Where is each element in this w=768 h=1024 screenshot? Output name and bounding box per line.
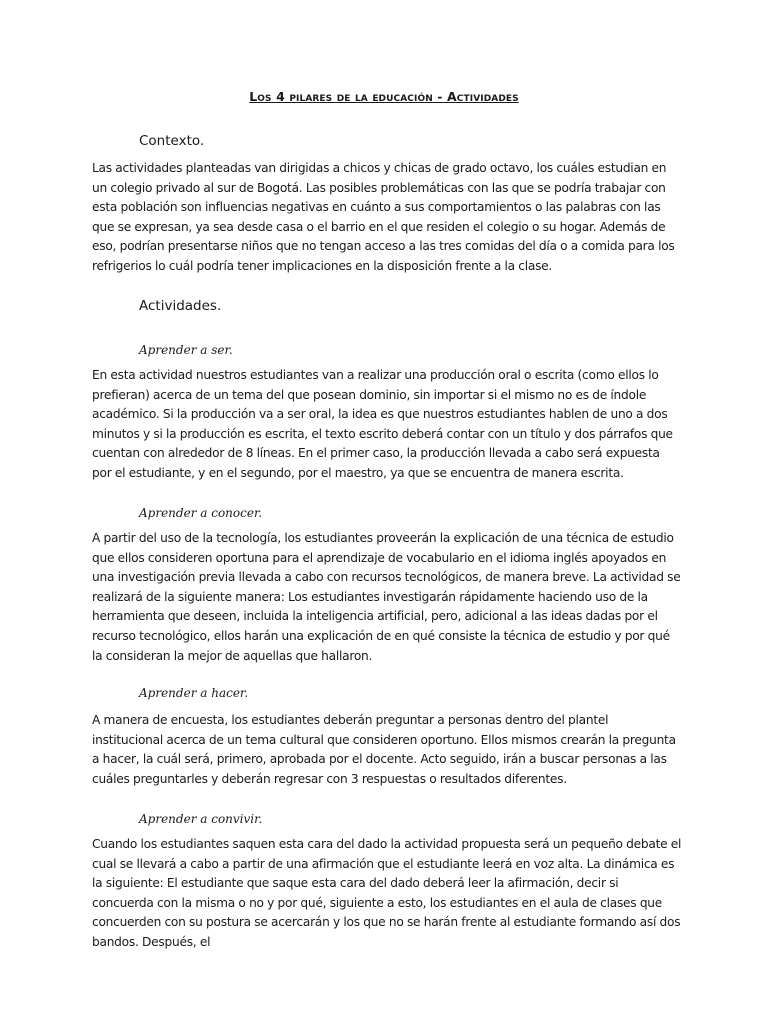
section-heading-aprender-a-conocer: Aprender a conocer. [139,506,263,520]
context-paragraph: Las actividades planteadas van dirigidas a chicos y chicas de grado octavo, los cuáles estudian en un colegio privado al sur de Bogotá. Las posibles problemáticas con las que se podría trabajar con esta población son influencias negativas en cuánto a sus comportamientos o las palabras con las que se expresan, ya sea desde casa o el barrio en el que residen el colegio o su hogar. Además de eso, podrían presentarse niños que no tengan acceso a las tres comidas del día o a comida para los refrigerios lo cuál podría tener implicaciones en la disposición frente a la clase. [92,161,675,273]
section-heading-aprender-a-hacer: Aprender a hacer. [139,686,249,700]
context-heading: Contexto. [139,133,205,149]
document-title: Los 4 pilares de la educación - Actividades [249,89,519,104]
activities-heading: Actividades. [139,298,222,314]
section-paragraph-aprender-a-ser: En esta actividad nuestros estudiantes van a realizar una producción oral o escrita (como ellos lo prefieran) acerca de un tema del que posean dominio, sin importar si el mismo no es de índole académico. Si la producción va a ser oral, la idea es que nuestros estudiantes hablen de uno a dos minutos y si la producción es escrita, el texto escrito deberá contar con un título y dos párrafos que cuentan con alrededor de 8 líneas. En el primer caso, la producción llevada a cabo será expuesta por el estudiante, y en el segundo, por el maestro, ya que se encuentra de manera escrita. [92,368,673,480]
section-paragraph-aprender-a-convivir: Cuando los estudiantes saquen esta cara del dado la actividad propuesta será un pequeño debate el cual se llevará a cabo a partir de una afirmación que el estudiante leerá en voz alta. La dinámica es la siguiente: El estudiante que saque esta cara del dado deberá leer la afirmación, decir si concuerda con la misma o no y por qué, siguiente a esto, los estudiantes en el aula de clases que concuerden con su postura se acercarán y los que no se harán frente al estudiante formando así dos bandos. Después, el [92,837,682,949]
section-paragraph-aprender-a-conocer: A partir del uso de la tecnología, los estudiantes proveerán la explicación de una técnica de estudio que ellos consideren oportuna para el aprendizaje de vocabulario en el idioma inglés apoyados en una investigación previa llevada a cabo con recursos tecnológicos, de manera breve. La actividad se realizará de la siguiente manera: Los estudiantes investigarán rápidamente haciendo uso de la herramienta que deseen, incluida la inteligencia artificial, pero, adicional a las ideas dadas por el recurso tecnológico, ellos harán una explicación de en qué consiste la técnica de estudio y por qué la consideran la mejor de aquellas que hallaron. [92,531,681,663]
section-paragraph-aprender-a-hacer: A manera de encuesta, los estudiantes deberán preguntar a personas dentro del plantel institucional acerca de un tema cultural que consideren oportuno. Ellos mismos crearán la pregunta a hacer, la cuál será, primero, aprobada por el docente. Acto seguido, irán a buscar personas a las cuáles preguntarles y deberán regresar con 3 respuestas o resultados diferentes. [92,713,676,786]
section-heading-aprender-a-ser: Aprender a ser. [139,343,233,357]
section-heading-aprender-a-convivir: Aprender a convivir. [139,812,263,826]
